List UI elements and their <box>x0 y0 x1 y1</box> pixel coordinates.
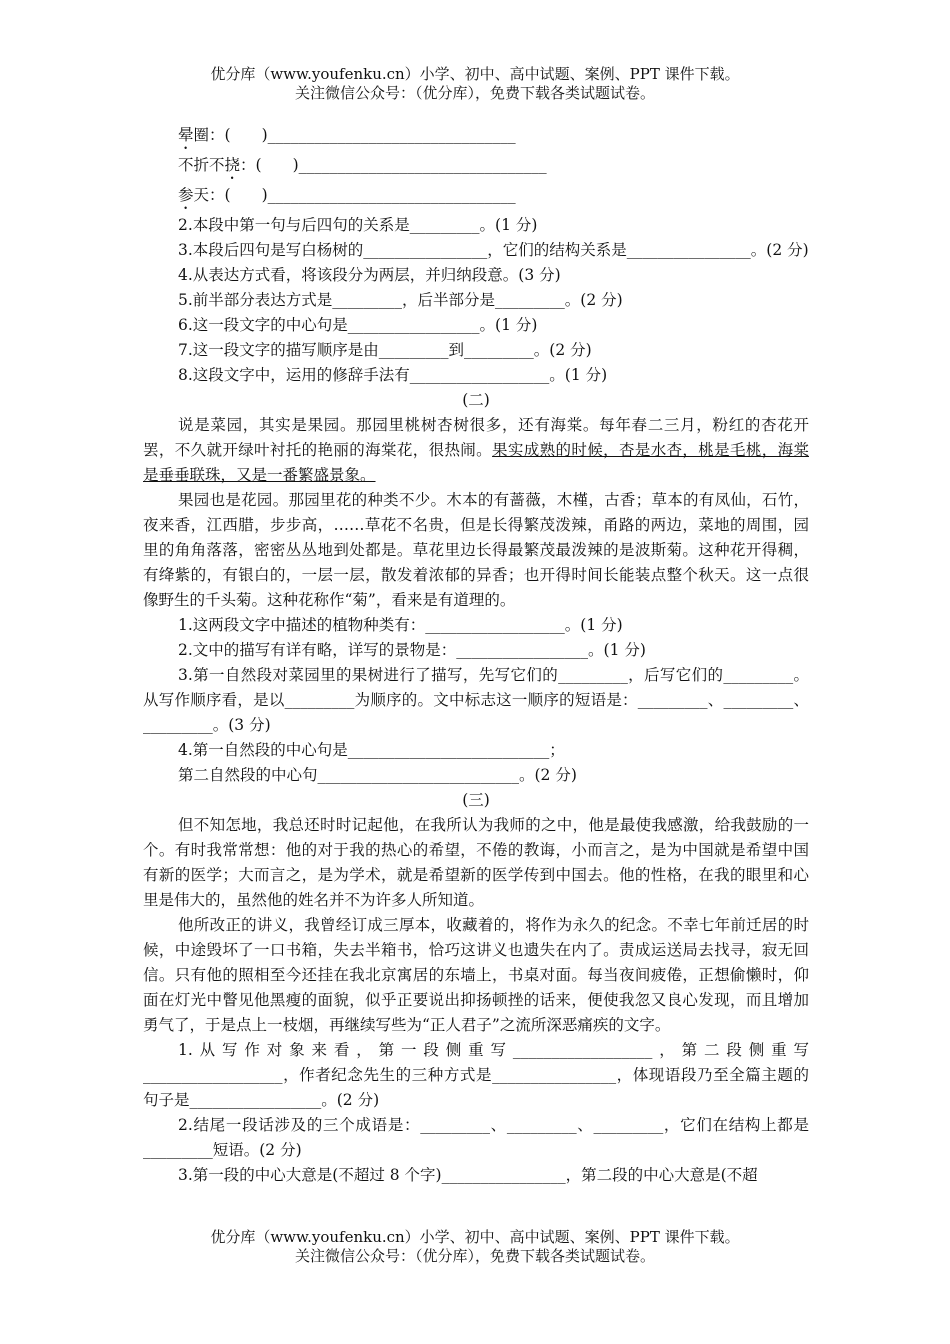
header-line-2: 关注微信公众号：（优分库），免费下载各类试题试卷。 <box>294 84 655 102</box>
page-header <box>0 65 950 103</box>
passage-3-para-1: 但不知怎地，我总还时时记起他，在我所认为我师的之中，他是最使我感激，给我鼓励的一个。有时我常常想：他的对于我的热心的希望，不倦的教诲，小而言之，是为中国就是希望中国有新的医学；大而言之，是为学术，就是希望新的医学传到中国去。他的性格，在我的眼里和心里是伟大的，虽然他的姓名并不为许多人所知道。 <box>143 816 809 909</box>
question-2-4a: 4.第一自然段的中心句是__________________________； <box>178 741 565 759</box>
page-footer <box>0 1228 950 1266</box>
question-1-3: 3.本段后四句是写白杨树的________________，它们的结构关系是________________。(2 分) <box>178 241 809 259</box>
footer-line-1: 优分库（www.youfenku.cn）小学、初中、高中试题、案例、PPT 课件下载。 <box>210 1228 740 1246</box>
passage-3-para-2: 他所改正的讲义，我曾经订成三厚本，收藏着的，将作为永久的纪念。不幸七年前迁居的时候，中途毁坏了一口书箱，失去半箱书，恰巧这讲义也遗失在内了。责成运送局去找寻，寂无回信。只有他的照相至今还挂在我北京寓居的东墙上，书桌对面。每当夜间疲倦，正想偷懒时，仰面在灯光中瞥见他黑瘦的面貌，似乎正要说出抑扬顿挫的话来，便使我忽又良心发现，而且增加勇气了，于是点上一枝烟，再继续写些为“正人君子”之流所深恶痛疾的文字。 <box>143 916 809 1034</box>
question-2-1: 1.这两段文字中描述的植物种类有：__________________。(1 分) <box>178 616 623 634</box>
question-2-2: 2.文中的描写有详有略，详写的景物是：_________________。(1 分) <box>178 641 646 659</box>
dotted-char: 挠 <box>224 156 241 174</box>
question-1-8: 8.这段文字中，运用的修辞手法有__________________。(1 分) <box>178 366 608 384</box>
exam-content <box>143 123 809 1188</box>
footer-line-2: 关注微信公众号：（优分库），免费下载各类试题试卷。 <box>294 1247 655 1265</box>
header-line-1: 优分库（www.youfenku.cn）小学、初中、高中试题、案例、PPT 课件下载。 <box>210 65 740 83</box>
passage-2-para-2: 果园也是花园。那园里花的种类不少。木本的有蔷薇，木槿，古香；草本的有凤仙，石竹，夜来香，江西腊，步步高，……草花不名贵，但是长得繁茂泼辣，甬路的两边，菜地的周围，园里的角角落落，密密丛丛地到处都是。草花里边长得最繁茂最泼辣的是波斯菊。这种花开得稠，有绛紫的，有银白的，一层一层，散发着浓郁的异香；也开得时间长能装点整个秋天。这一点很像野生的千头菊。这种花称作“菊”，看来是有道理的。 <box>143 491 809 609</box>
section-heading-2: (二) <box>462 391 490 409</box>
question-1-2: 2.本段中第一句与后四句的关系是_________。(1 分) <box>178 216 538 234</box>
underlined-sentence: 果实成熟的时候，杏是水杏，桃是毛桃，海棠是垂垂联珠，又是一番繁盛景象。 <box>143 441 809 484</box>
vocab-item-1: 晕圈：( )________________________________ <box>178 126 516 144</box>
question-2-3: 3.第一自然段对菜园里的果树进行了描写，先写它们的_________，后写它们的_________。从写作顺序看，是以_________为顺序的。文中标志这一顺序的短语是：_________、_________、_________。(3 分) <box>143 666 809 734</box>
passage-2-para-1: 说是菜园，其实是果园。那园里桃树杏树很多，还有海棠。每年春二三月，粉红的杏花开罢，不久就开绿叶衬托的艳丽的海棠花，很热闹。果实成熟的时候，杏是水杏，桃是毛桃，海棠是垂垂联珠，又是一番繁盛景象。 <box>143 416 809 484</box>
dotted-char: 参 <box>178 186 194 204</box>
dotted-char: 晕 <box>178 126 194 144</box>
question-2-4b: 第二自然段的中心句__________________________。(2 分) <box>178 766 577 784</box>
vocab-item-3: 参天：( )________________________________ <box>178 186 516 204</box>
question-3-1: 1.从写作对象来看，第一段侧重写__________________，第二段侧重写__________________，作者纪念先生的三种方式是________________，体现语段乃至全篇主题的句子是_________________。(2 分) <box>143 1041 809 1109</box>
vocab-item-2: 不折不挠：( )________________________________ <box>178 156 547 174</box>
question-1-6: 6.这一段文字的中心句是_________________。(1 分) <box>178 316 538 334</box>
question-3-2: 2.结尾一段话涉及的三个成语是：_________、_________、_________，它们在结构上都是_________短语。(2 分) <box>143 1116 809 1159</box>
section-heading-3: (三) <box>462 791 490 809</box>
question-1-5: 5.前半部分表达方式是_________，后半部分是_________。(2 分) <box>178 291 623 309</box>
question-1-7: 7.这一段文字的描写顺序是由_________到_________。(2 分) <box>178 341 592 359</box>
question-3-3: 3.第一段的中心大意是(不超过 8 个字)________________，第二段的中心大意是(不超 <box>178 1166 758 1184</box>
question-1-4: 4.从表达方式看，将该段分为两层，并归纳段意。(3 分) <box>178 266 561 284</box>
